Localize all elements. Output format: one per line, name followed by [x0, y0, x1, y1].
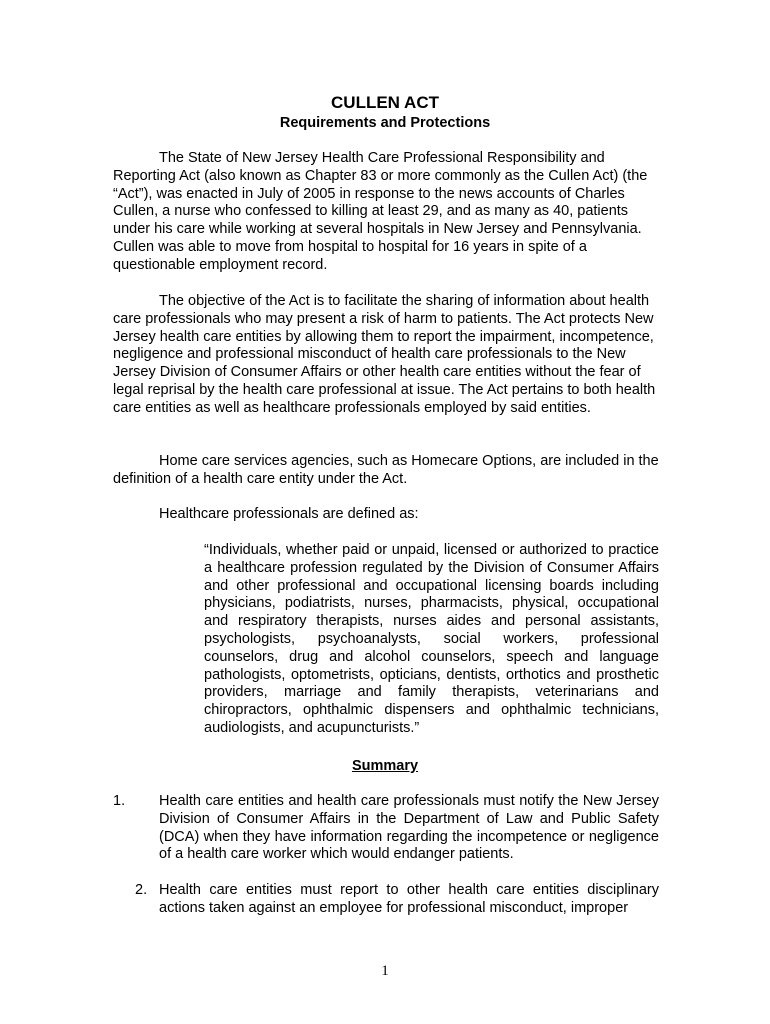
paragraph-definition-lead: Healthcare professionals are defined as:: [159, 506, 419, 522]
page-number: 1: [381, 963, 389, 979]
paragraph-intro: The State of New Jersey Health Care Professional Responsibility and Reporting Act (also known as Chapter 83 or more commonly as the Cullen Act) (the “Act”), was enacted in July of 2005 in response to the news accounts of Charles Cullen, a nurse who confessed to killing at least 29, and as many as 40, patients under his care while working at several hospitals in New Jersey and Pennsylvania. Cullen was able to move from hospital to hospital for 16 years in spite of a questionable employment record.: [113, 150, 648, 273]
list-item-text: Health care entities and health care professionals must notify the New Jersey Division of Consumer Affairs in the Department of Law and Public Safety (DCA) when they have information regarding the incompetence or negligence of a health care worker which would endanger patients.: [159, 793, 659, 863]
definition-quote: “Individuals, whether paid or unpaid, licensed or authorized to practice a healthcare profession regulated by the Division of Consumer Affairs and other professional and occupational licensing boards including physicians, podiatrists, nurses, pharmacists, physical, occupational and respiratory therapists, nurses aides and personal assistants, psychologists, psychoanalysts, social workers, professional counselors, drug and alcohol counselors, speech and language pathologists, optometrists, opticians, dentists, orthotics and prosthetic providers, marriage and family therapists, veterinarians and chiropractors, ophthalmic dispensers and ophthalmic technicians, audiologists, and acupuncturists.”: [204, 542, 659, 736]
paragraph-objective: The objective of the Act is to facilitate the sharing of information about health care professionals who may present a risk of harm to patients. The Act protects New Jersey health care entities by allowing them to report the impairment, incompetence, negligence and professional misconduct of health care professionals to the New Jersey Division of Consumer Affairs or other health care entities without the fear of legal reprisal by the health care professional at issue. The Act pertains to both health care entities as well as healthcare professionals employed by said entities.: [113, 293, 656, 416]
document-subtitle: Requirements and Protections: [279, 115, 491, 131]
summary-list-item: [113, 882, 659, 922]
summary-heading: Summary: [351, 758, 419, 774]
paragraph-home-care: Home care services agencies, such as Homecare Options, are included in the definition of a health care entity under the Act.: [113, 453, 659, 487]
document-title: CULLEN ACT: [331, 93, 439, 112]
summary-list-item: [113, 793, 659, 868]
list-item-text: Health care entities must report to other health care entities disciplinary actions taken against an employee for professional misconduct, improper: [159, 882, 659, 916]
list-item-number: 1.: [113, 793, 126, 809]
list-item-number: 2.: [135, 882, 148, 898]
